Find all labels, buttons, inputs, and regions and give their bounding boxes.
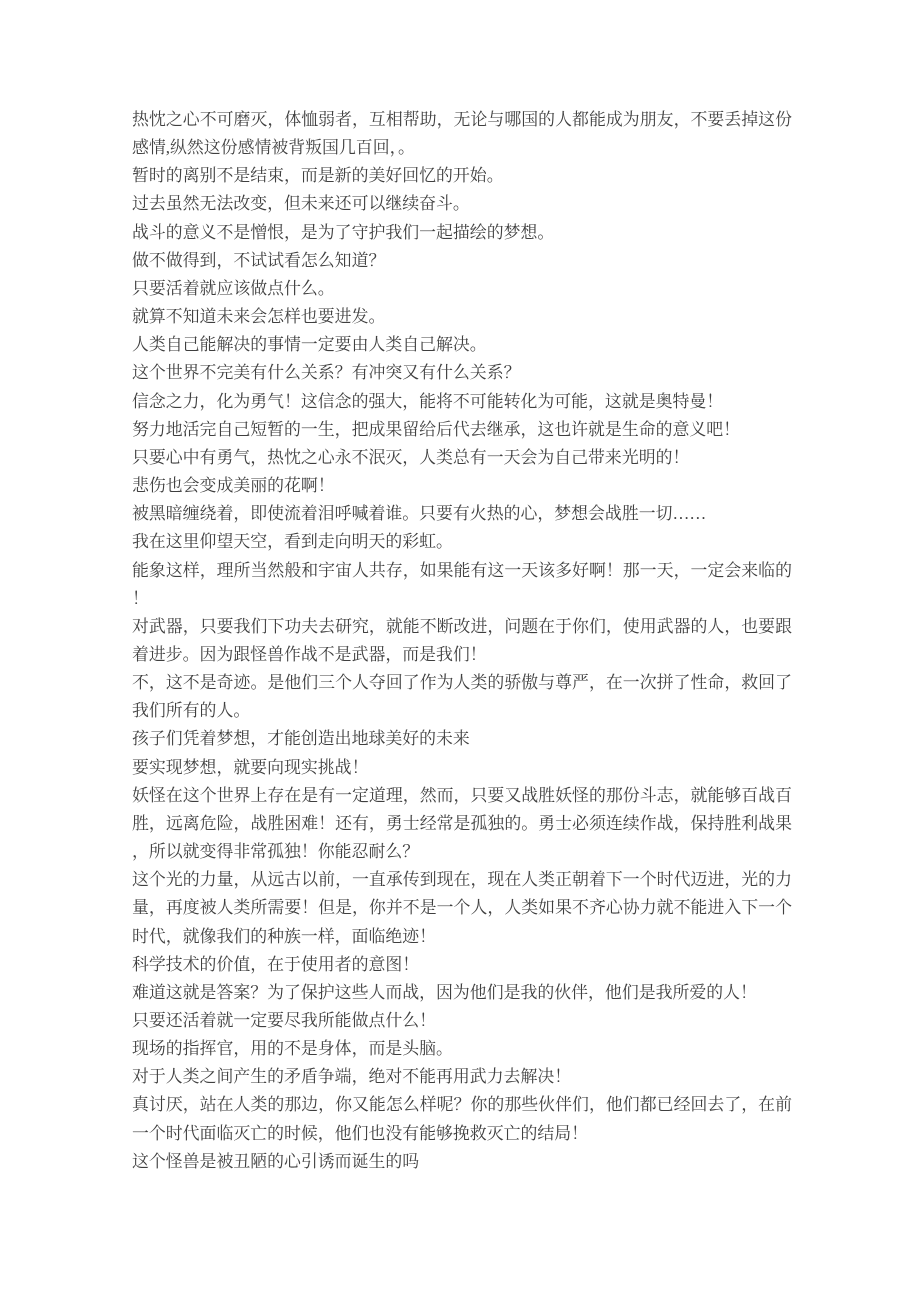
quote-paragraph: 这个世界不完美有什么关系？有冲突又有什么关系？ — [132, 363, 521, 383]
quote-paragraph: 要实现梦想，就要向现实挑战！ — [132, 757, 369, 777]
quote-paragraph: 真讨厌，站在人类的那边，你又能怎么样呢？你的那些伙伴们，他们都已经回去了，在前一个时代面临灭亡的时候，他们也没有能够挽救灭亡的结局！ — [132, 1095, 792, 1143]
quote-paragraph: 信念之力，化为勇气！这信念的强大，能将不可能转化为可能，这就是奥特曼！ — [132, 391, 724, 411]
quote-paragraph: 孩子们凭着梦想，才能创造出地球美好的未来 — [132, 729, 470, 749]
quote-paragraph: 暂时的离别不是结束，而是新的美好回忆的开始。 — [132, 166, 504, 186]
quote-paragraph: 不，这不是奇迹。是他们三个人夺回了作为人类的骄傲与尊严，在一次拼了性命，救回了我们所有的人。 — [132, 673, 792, 721]
quote-paragraph: 悲伤也会变成美丽的花啊！ — [132, 476, 335, 496]
quote-paragraph: 做不做得到，不试试看怎么知道？ — [132, 250, 386, 270]
quote-paragraph: 战斗的意义不是憎恨，是为了守护我们一起描绘的梦想。 — [132, 222, 555, 242]
quote-paragraph: 被黑暗缠绕着，即使流着泪呼喊着谁。只要有火热的心，梦想会战胜一切…… — [132, 504, 707, 524]
quote-paragraph: 能象这样，理所当然般和宇宙人共存，如果能有这一天该多好啊！那一天，一定会来临的！ — [132, 560, 792, 608]
quote-paragraph: 对于人类之间产生的矛盾争端，绝对不能再用武力去解决！ — [132, 1067, 572, 1087]
quote-paragraph: 我在这里仰望天空，看到走向明天的彩虹。 — [132, 532, 453, 552]
quote-paragraph: 难道这就是答案？为了保护这些人而战，因为他们是我的伙伴，他们是我所爱的人！ — [132, 982, 757, 1002]
quote-paragraph: 对武器，只要我们下功夫去研究，就能不断改进，问题在于你们，使用武器的人，也要跟着进步。因为跟怪兽作战不是武器，而是我们！ — [132, 616, 792, 664]
quote-paragraph: 人类自己能解决的事情一定要由人类自己解决。 — [132, 335, 487, 355]
quote-paragraph: 只要活着就应该做点什么。 — [132, 278, 335, 298]
quote-paragraph: 热忱之心不可磨灭，体恤弱者，互相帮助，无论与哪国的人都能成为朋友，不要丢掉这份感情,纵然这份感情被背叛国几百回，。 — [132, 110, 792, 158]
quote-paragraph: 这个光的力量，从远古以前，一直承传到现在，现在人类正朝着下一个时代迈进，光的力量，再度被人类所需要！但是，你并不是一个人，人类如果不齐心协力就不能进入下一个时代，就像我们的种族一样，面临绝迹！ — [132, 870, 792, 946]
quote-paragraph: 妖怪在这个世界上存在是有一定道理，然而，只要又战胜妖怪的那份斗志，就能够百战百胜，远离危险，战胜困难！还有，勇士经常是孤独的。勇士必须连续作战，保持胜利战果，所以就变得非常孤独！你能忍耐么？ — [132, 785, 792, 862]
quote-paragraph: 这个怪兽是被丑陋的心引诱而诞生的吗 — [132, 1151, 420, 1171]
quote-paragraph: 就算不知道未来会怎样也要进发。 — [132, 307, 386, 327]
quote-paragraph: 现场的指挥官，用的不是身体，而是头脑。 — [132, 1039, 453, 1059]
quotes-text-block — [132, 106, 792, 1176]
quote-paragraph: 只要心中有勇气，热忱之心永不泯灭，人类总有一天会为自己带来光明的！ — [132, 447, 690, 467]
quote-paragraph: 科学技术的价值，在于使用者的意图！ — [132, 954, 420, 974]
quote-paragraph: 过去虽然无法改变，但未来还可以继续奋斗。 — [132, 194, 470, 214]
quote-paragraph: 努力地活完自己短暂的一生，把成果留给后代去继承，这也许就是生命的意义吧！ — [132, 419, 741, 439]
quote-paragraph: 只要还活着就一定要尽我所能做点什么！ — [132, 1011, 437, 1030]
